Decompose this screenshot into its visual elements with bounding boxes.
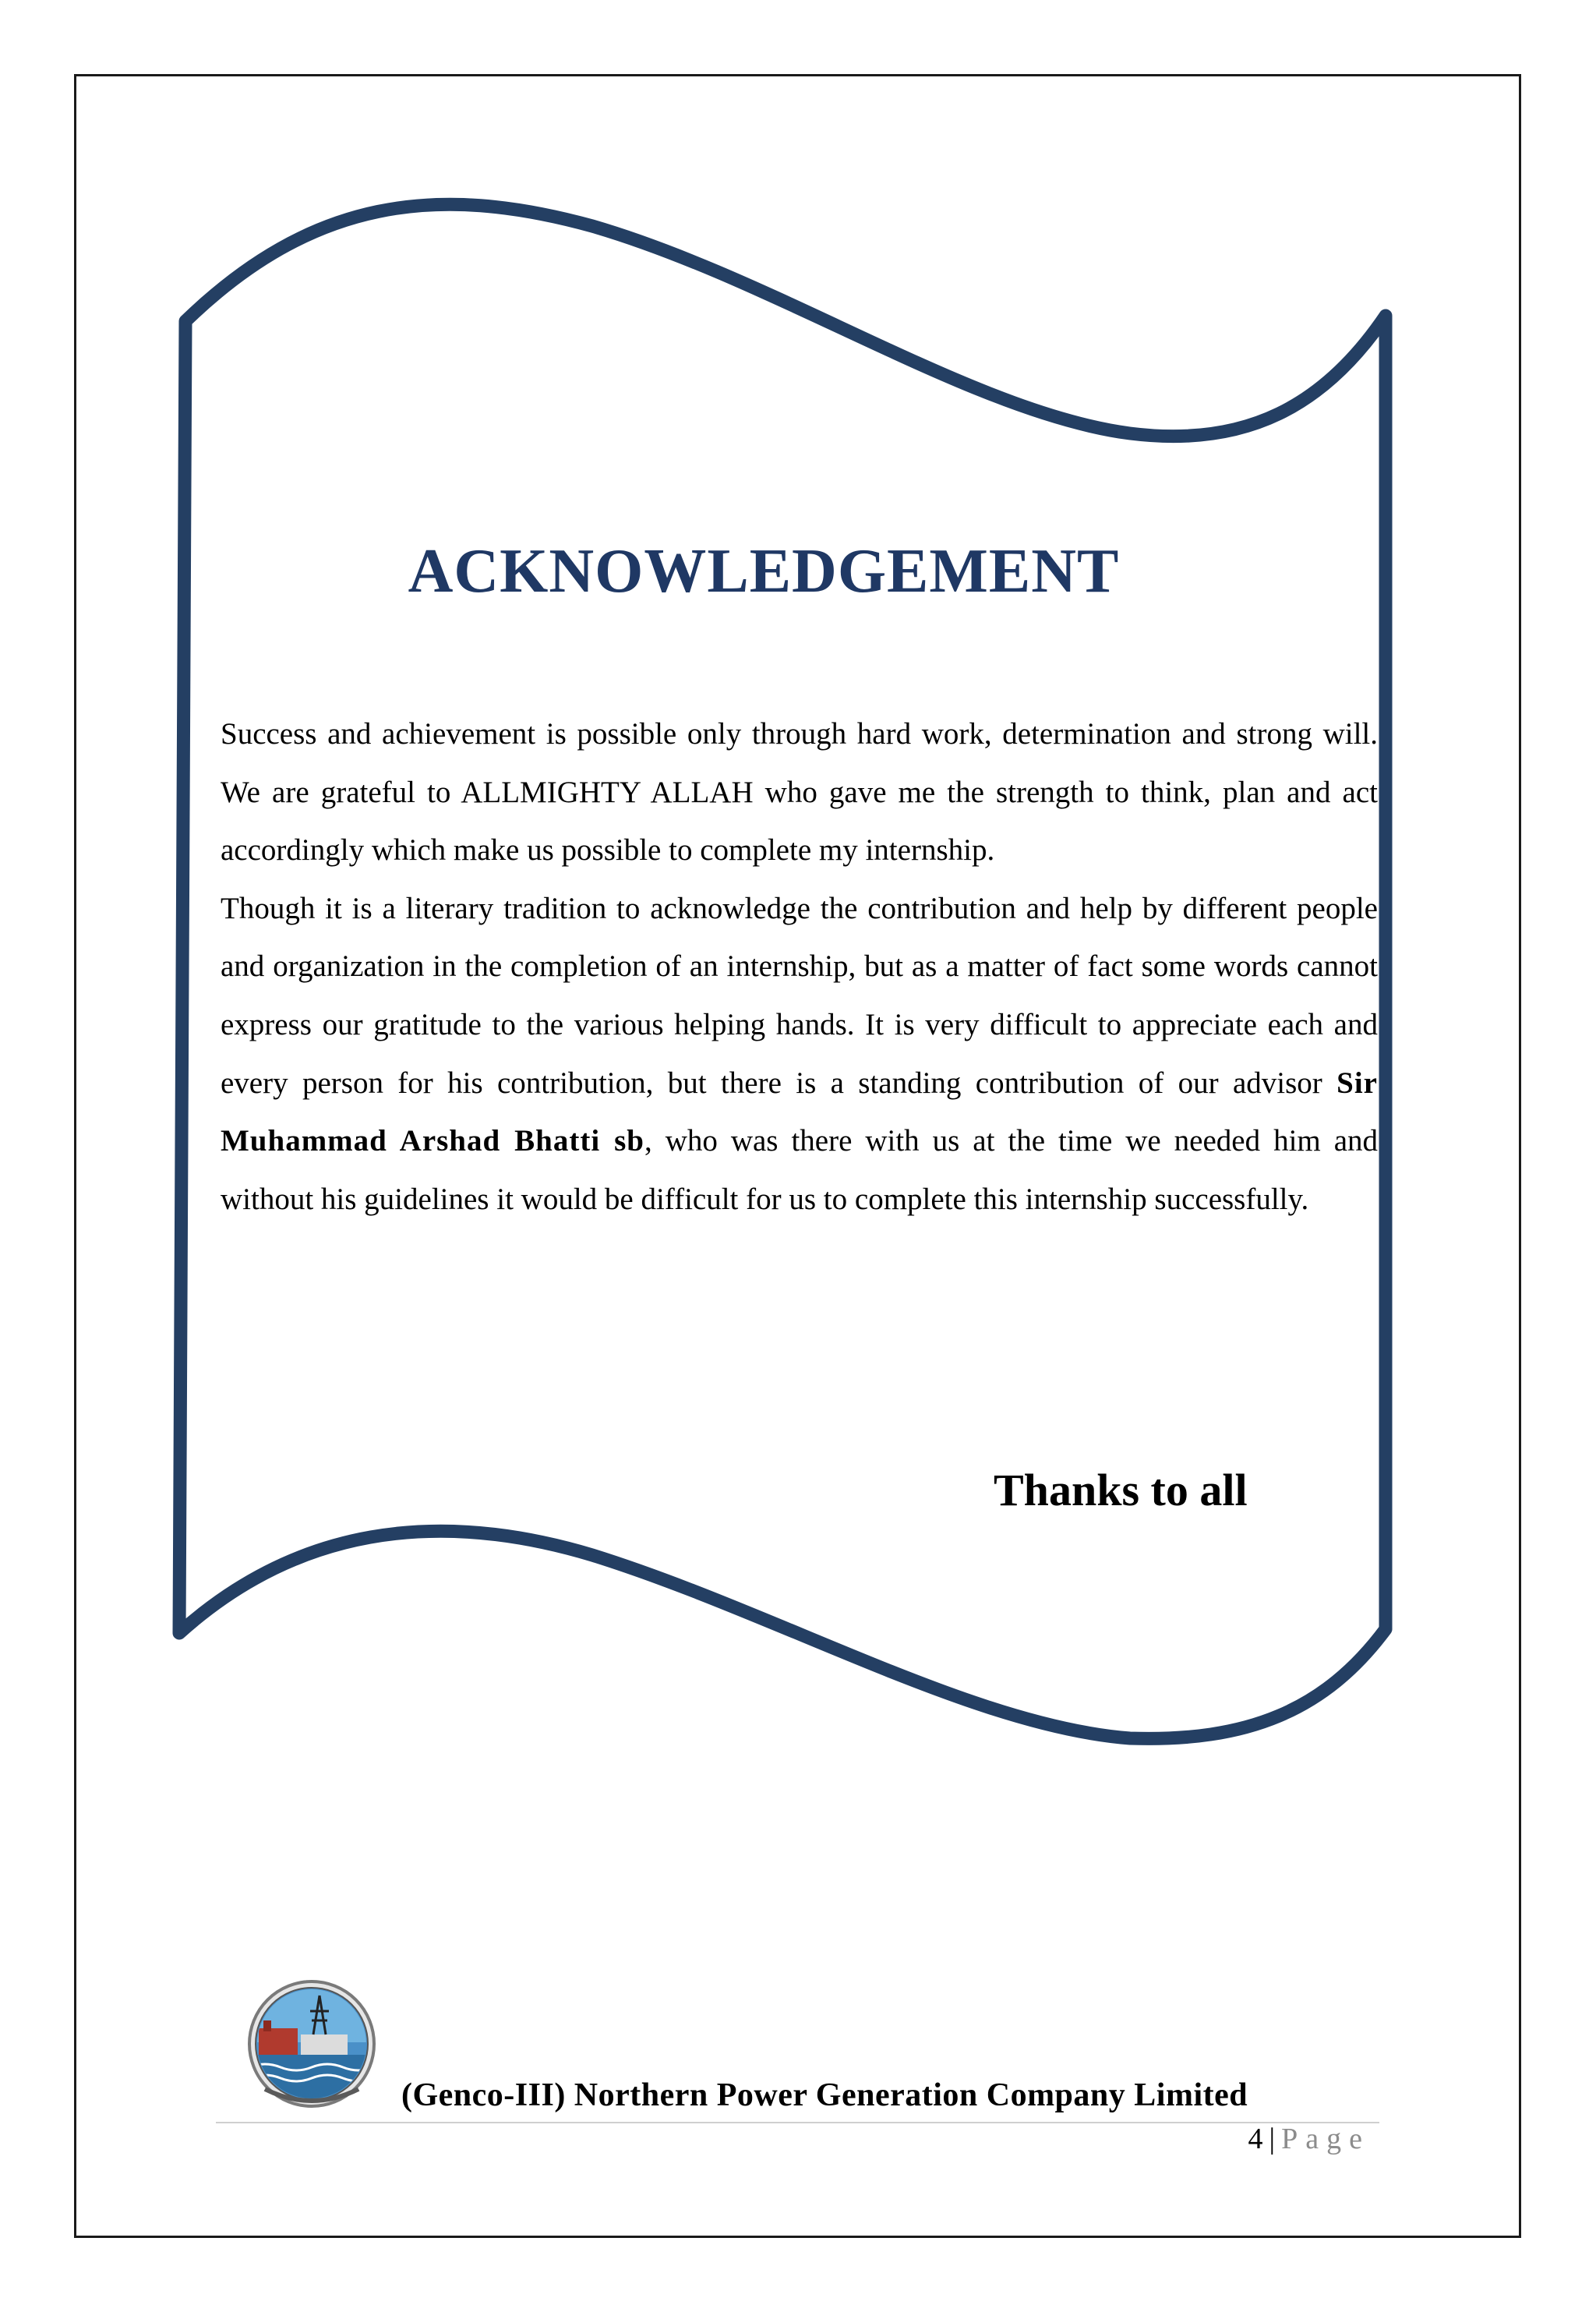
paragraph-2 — [221, 880, 1378, 1229]
closing-thanks: Thanks to all — [994, 1465, 1248, 1515]
page-title: ACKNOWLEDGEMENT — [408, 537, 1120, 606]
page-number-separator: | — [1269, 2123, 1276, 2155]
acknowledgement-body — [221, 705, 1378, 1228]
page-word: Page — [1281, 2123, 1370, 2155]
footer-divider — [216, 2122, 1379, 2123]
advisor-name: Sir Muhammad Arshad Bhatti sb — [221, 1066, 1378, 1158]
paragraph-2-start: Though it is a literary tradition to acknowledge the contribution and help by different people and organization in the completion of an internship, but as a matter of fact some words cannot express our gratitude to the various helping hands. It is very difficult to appreciate each and every person for his contribution, but there is a standing contribution of our advisor — [221, 891, 1378, 1100]
page-number — [1248, 2122, 1370, 2156]
paragraph-1: Success and achievement is possible only through hard work, determination and strong will. We are grateful to ALLMIGHTY ALLAH who gave me the strength to think, plan and act accordingly which make us possible to complete my internship. — [221, 717, 1378, 868]
page-number-value: 4 — [1248, 2123, 1263, 2155]
paragraph-2-end: , who was there with us at the time we needed him and without his guidelines it would be difficult for us to complete this internship successfully. — [221, 1124, 1379, 1216]
footer-company-name: (Genco-III) Northern Power Generation Company Limited — [401, 2077, 1248, 2113]
company-logo-icon — [242, 1980, 382, 2112]
